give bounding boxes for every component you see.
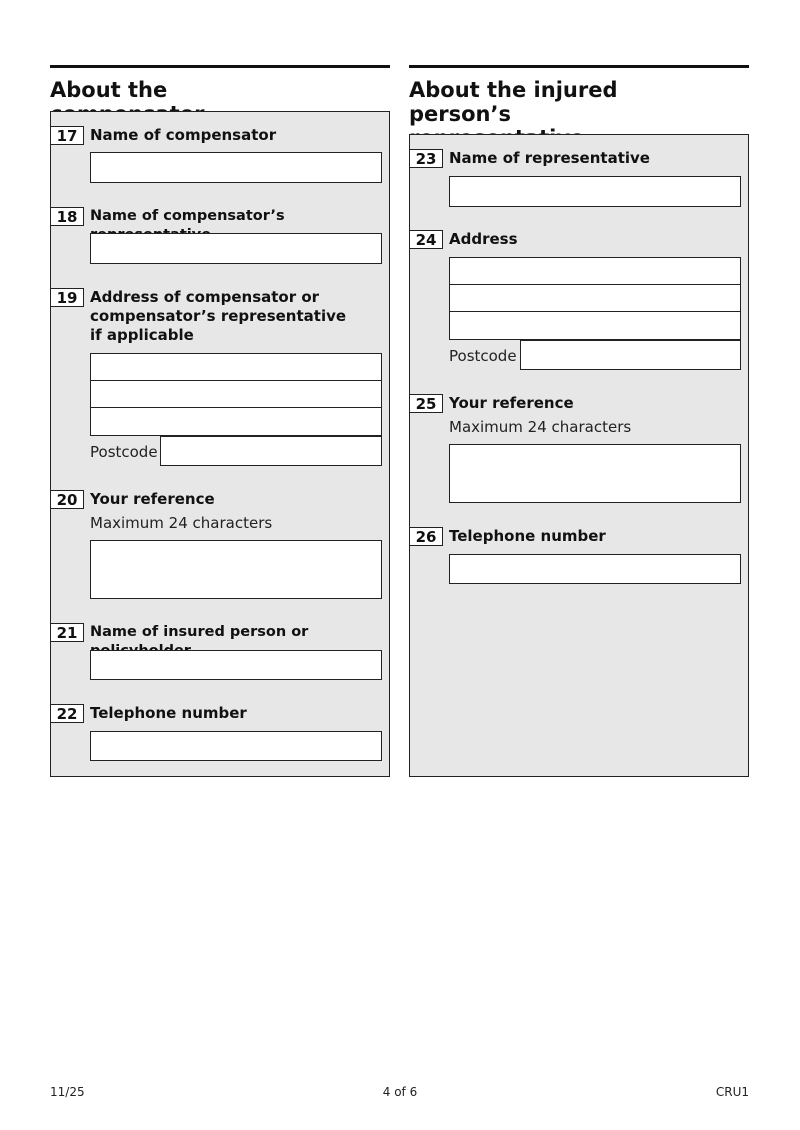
section-title: About the injured person’s xyxy=(409,78,618,126)
question-label: Your reference xyxy=(449,394,574,412)
label-line: Address of compensator or xyxy=(90,288,320,306)
label-line: if applicable xyxy=(90,326,194,344)
address-line-1-field[interactable] xyxy=(90,353,382,381)
question-label: Address xyxy=(449,230,518,248)
telephone-field[interactable] xyxy=(90,731,382,761)
question-number: 22 xyxy=(51,704,84,723)
insured-person-field[interactable] xyxy=(90,650,382,680)
compensator-name-field[interactable] xyxy=(90,152,382,183)
postcode-label: Postcode xyxy=(90,443,158,461)
question-label: Telephone number xyxy=(449,527,606,545)
representative-section xyxy=(409,65,749,546)
section-title: About the xyxy=(50,78,168,102)
question-number: 19 xyxy=(51,288,84,307)
question-number: 21 xyxy=(51,623,84,642)
question-label: Name of representative xyxy=(449,149,650,167)
question-label: Telephone number xyxy=(90,704,247,722)
compensator-panel xyxy=(50,111,390,777)
question-number: 23 xyxy=(410,149,443,168)
question-label xyxy=(90,288,390,345)
section-rule xyxy=(409,65,749,68)
reference-field[interactable] xyxy=(449,444,741,503)
address-line-3-field[interactable] xyxy=(449,311,741,340)
compensator-representative-field[interactable] xyxy=(90,233,382,264)
postcode-field[interactable] xyxy=(160,436,382,466)
label-line: compensator’s representative xyxy=(90,307,347,325)
question-number: 25 xyxy=(410,394,443,413)
telephone-field[interactable] xyxy=(449,554,741,584)
address-line-3-field[interactable] xyxy=(90,407,382,436)
address-line-1-field[interactable] xyxy=(449,257,741,285)
address-line-2-field[interactable] xyxy=(90,380,382,408)
address-line-2-field[interactable] xyxy=(449,284,741,312)
question-number: 24 xyxy=(410,230,443,249)
question-label: Name of compensator xyxy=(90,126,277,144)
question-number: 20 xyxy=(51,490,84,509)
question-label: Name of compensator’s xyxy=(90,208,285,224)
postcode-field[interactable] xyxy=(520,340,741,370)
question-label: Name of insured person or xyxy=(90,624,309,640)
representative-panel xyxy=(409,134,749,777)
footer-page-number: 4 of 6 xyxy=(382,1085,418,1099)
question-number: 18 xyxy=(51,207,84,226)
question-number: 17 xyxy=(51,126,84,145)
representative-name-field[interactable] xyxy=(449,176,741,207)
footer-date: 11/25 xyxy=(50,1085,85,1099)
question-label: Your reference xyxy=(90,490,215,508)
question-hint: Maximum 24 characters xyxy=(449,418,632,436)
reference-field[interactable] xyxy=(90,540,382,599)
postcode-label: Postcode xyxy=(449,347,517,365)
question-number: 26 xyxy=(410,527,443,546)
compensator-section xyxy=(50,65,390,723)
question-hint: Maximum 24 characters xyxy=(90,514,273,532)
footer-form-code: CRU1 xyxy=(715,1085,749,1099)
section-rule xyxy=(50,65,390,68)
